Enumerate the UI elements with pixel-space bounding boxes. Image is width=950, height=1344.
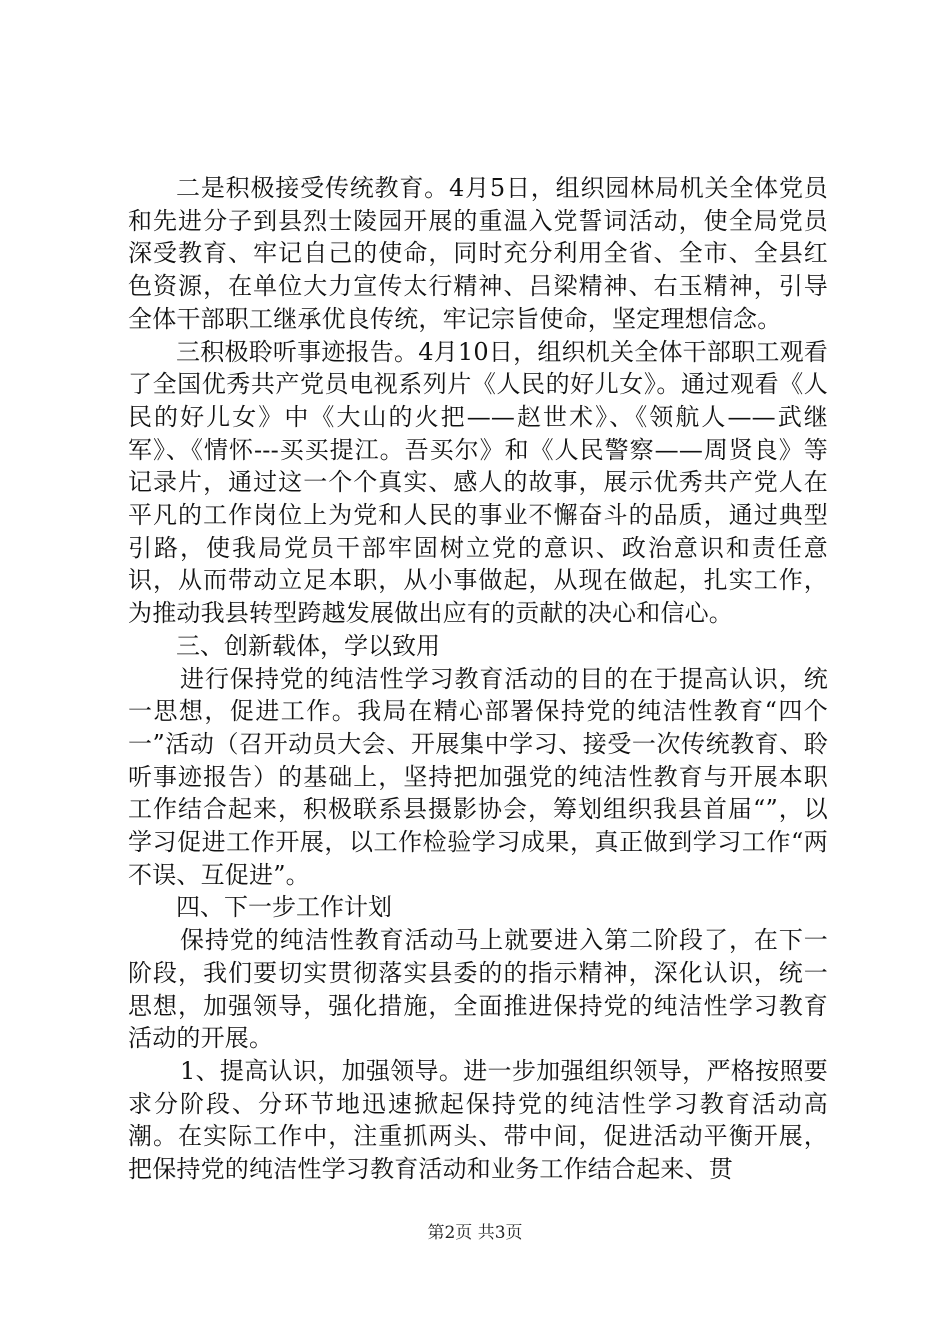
paragraph-innovation: 进行保持党的纯洁性学习教育活动的目的在于提高认识，统一思想，促进工作。我局在精心部署保持党的纯洁性教育“四个一”活动（召开动员大会、开展集中学习、接受一次传统教育、聆听事迹报告）的基础上，坚持把加强党的纯洁性教育与开展本职工作结合起来，积极联系县摄影协会，筹划组织我县首届“”，以学习促进工作开展，以工作检验学习成果，真正做到学习工作“两不误、互促进”。: [128, 664, 828, 889]
section-heading-next-plan: 四、下一步工作计划: [176, 893, 392, 922]
paragraph-traditional-education: 二是积极接受传统教育。4月5日，组织园林局机关全体党员和先进分子到县烈士陵园开展的重温入党誓词活动，使全局党员深受教育、牢记自己的使命，同时充分利用全省、全市、全县红色资源，在单位大力宣传太行精神、吕梁精神、右玉精神，引导全体干部职工继承优良传统，牢记宗旨使命，坚定理想信念。: [128, 174, 828, 333]
page-number-footer: 第2页 共3页: [427, 1223, 523, 1243]
paragraph-deeds-report: 三积极聆听事迹报告。4月10日，组织机关全体干部职工观看了全国优秀共产党员电视系列片《人民的好儿女》。通过观看《人民的好儿女》中《大山的火把——赵世术》、《领航人——武继军》、《情怀---买买提江。吾买尔》和《人民警察——周贤良》等记录片，通过这一个个真实、感人的故事，展示优秀共产党人在平凡的工作岗位上为党和人民的事业不懈奋斗的品质，通过典型引路，使我局党员干部牢固树立党的意识、政治意识和责任意识，从而带动立足本职，从小事做起，从现在做起，扎实工作，为推动我县转型跨越发展做出应有的贡献的决心和信心。: [128, 337, 828, 628]
document-body: [128, 172, 828, 1186]
section-heading-innovation: 三、创新载体，学以致用: [176, 631, 440, 660]
paragraph-next-plan: 保持党的纯洁性教育活动马上就要进入第二阶段了，在下一阶段，我们要切实贯彻落实县委的的指示精神，深化认识，统一思想，加强领导，强化措施，全面推进保持党的纯洁性学习教育活动的开展。: [128, 926, 828, 1053]
paragraph-leadership: 1、提高认识，加强领导。进一步加强组织领导，严格按照要求分阶段、分环节地迅速掀起保持党的纯洁性学习教育活动高潮。在实际工作中，注重抓两头、带中间，促进活动平衡开展，把保持党的纯洁性学习教育活动和业务工作结合起来、贯: [128, 1056, 828, 1184]
